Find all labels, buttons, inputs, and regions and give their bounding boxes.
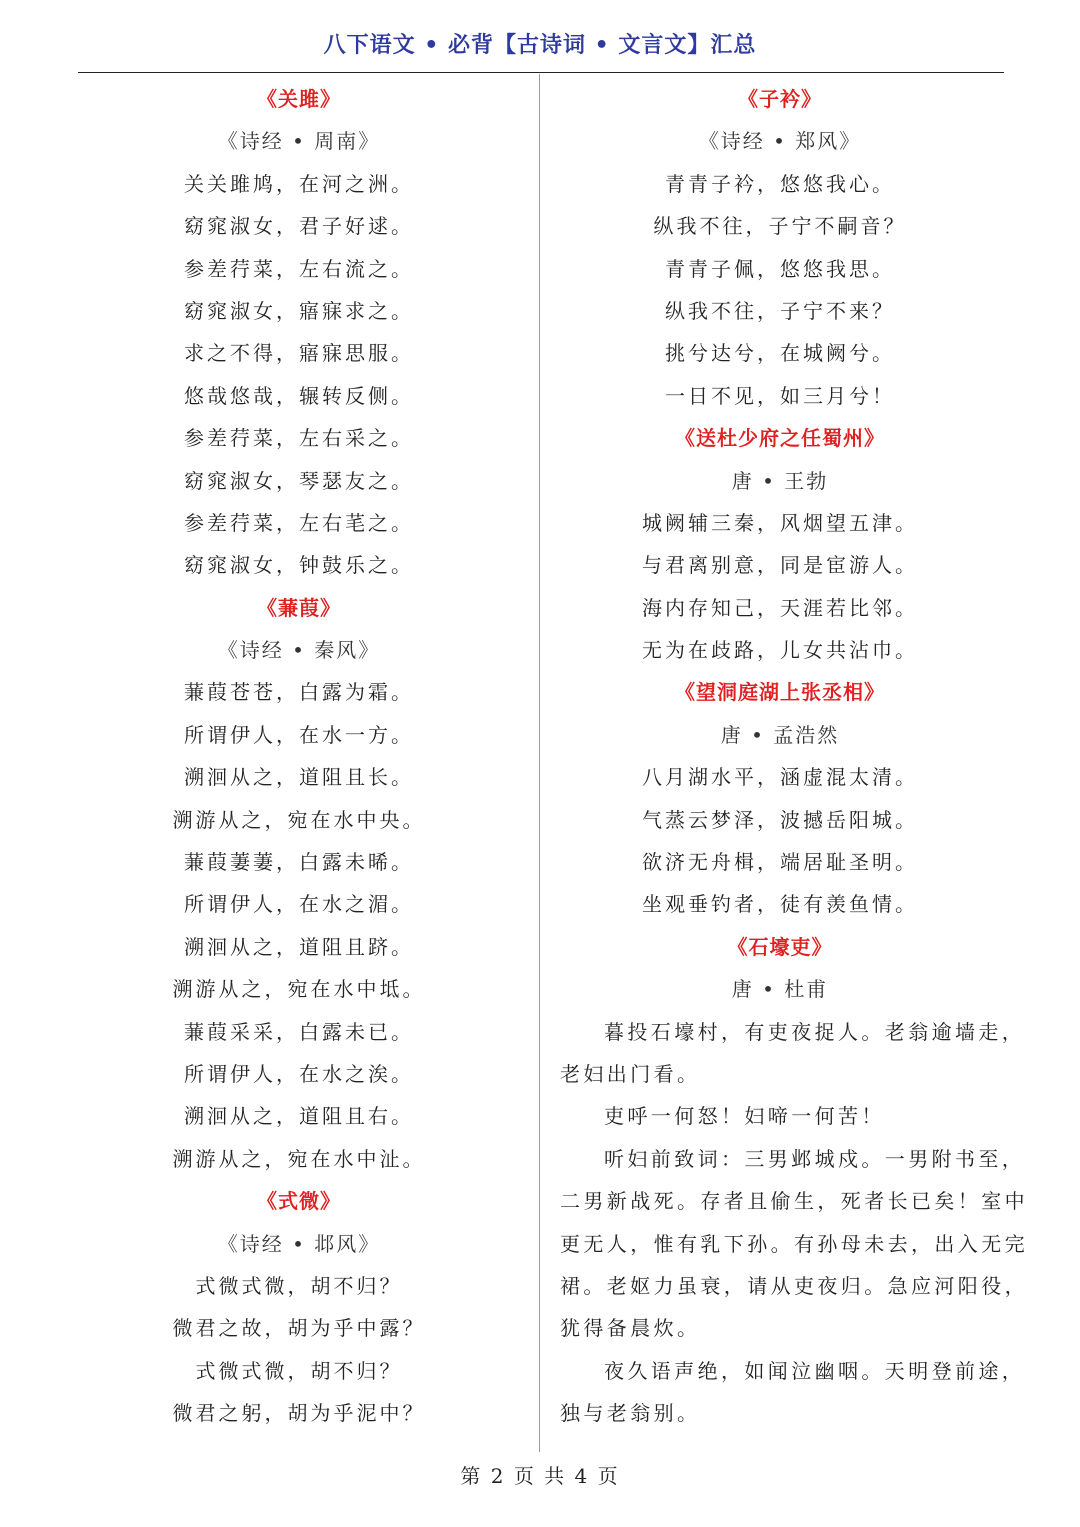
- verse-line: 溯洄从之，道阻且右。: [184, 1104, 414, 1129]
- verse-line: 所谓伊人，在水一方。: [184, 722, 414, 747]
- prose-line: 吏呼一何怒！妇啼一何苦！: [604, 1104, 885, 1129]
- verse-line: 纵我不往，子宁不嗣音？: [653, 214, 907, 239]
- poem-title: 《式微》: [257, 1189, 341, 1214]
- verse-line: 窈窕淑女，君子好逑。: [184, 214, 414, 239]
- verse-line: 求之不得，寤寐思服。: [184, 341, 414, 366]
- poem-author: 唐 • 王勃: [731, 468, 829, 493]
- poem-author: 《诗经 • 秦风》: [217, 638, 381, 663]
- verse-line: 窈窕淑女，钟鼓乐之。: [184, 553, 414, 578]
- verse-line: 纵我不往，子宁不来？: [665, 298, 895, 323]
- verse-line: 一日不见，如三月兮！: [665, 383, 895, 408]
- prose-line: 更无人，惟有乳下孙。有孙母未去，出入无完: [560, 1231, 1028, 1256]
- verse-line: 溯游从之，宛在水中沚。: [172, 1146, 426, 1171]
- verse-line: 蒹葭采采，白露未已。: [184, 1019, 414, 1044]
- poem-author: 《诗经 • 周南》: [217, 129, 381, 154]
- verse-line: 无为在歧路，儿女共沾巾。: [642, 638, 918, 663]
- verse-line: 蒹葭萋萋，白露未晞。: [184, 850, 414, 875]
- verse-line: 微君之躬，胡为乎泥中？: [172, 1401, 426, 1426]
- prose-line: 夜久语声绝，如闻泣幽咽。天明登前途，: [604, 1358, 1026, 1383]
- prose-line: 犹得备晨炊。: [560, 1316, 701, 1341]
- poem-title: 《石壕吏》: [727, 934, 833, 959]
- prose-line: 暮投石壕村，有吏夜捉人。老翁逾墙走，: [604, 1019, 1026, 1044]
- left-column: [80, 78, 518, 1435]
- verse-line: 参差荇菜，左右采之。: [184, 426, 414, 451]
- verse-line: 参差荇菜，左右流之。: [184, 256, 414, 281]
- verse-line: 悠哉悠哉，辗转反侧。: [184, 383, 414, 408]
- prose-line: 独与老翁别。: [560, 1401, 701, 1426]
- verse-line: 八月湖水平，涵虚混太清。: [642, 765, 918, 790]
- poem-title: 《关雎》: [257, 87, 341, 111]
- right-column: [560, 78, 1028, 1435]
- verse-line: 参差荇菜，左右芼之。: [184, 510, 414, 535]
- verse-line: 溯洄从之，道阻且跻。: [184, 934, 414, 959]
- verse-line: 溯洄从之，道阻且长。: [184, 765, 414, 790]
- verse-line: 气蒸云梦泽，波撼岳阳城。: [642, 807, 918, 832]
- verse-line: 青青子衿，悠悠我心。: [665, 171, 895, 196]
- verse-line: 海内存知己，天涯若比邻。: [642, 595, 918, 620]
- verse-line: 关关雎鸠，在河之洲。: [184, 171, 414, 196]
- verse-line: 欲济无舟楫，端居耻圣明。: [642, 850, 918, 875]
- header-rule: [78, 72, 1004, 73]
- prose-line: 裙。老妪力虽衰，请从吏夜归。急应河阳役，: [560, 1273, 1028, 1298]
- poem-author: 《诗经 • 邶风》: [217, 1231, 381, 1256]
- poem-author: 《诗经 • 郑风》: [698, 129, 862, 154]
- verse-line: 窈窕淑女，寤寐求之。: [184, 298, 414, 323]
- verse-line: 所谓伊人，在水之湄。: [184, 892, 414, 917]
- verse-line: 蒹葭苍苍，白露为霜。: [184, 680, 414, 705]
- verse-line: 坐观垂钓者，徒有羡鱼情。: [642, 892, 918, 917]
- verse-line: 式微式微，胡不归？: [195, 1358, 403, 1383]
- prose-line: 二男新战死。存者且偷生，死者长已矣！室中: [560, 1189, 1028, 1214]
- poem-title: 《送杜少府之任蜀州》: [675, 426, 885, 451]
- verse-line: 与君离别意，同是宦游人。: [642, 553, 918, 578]
- verse-line: 微君之故，胡为乎中露？: [172, 1316, 426, 1341]
- page-header-title: 八下语文 • 必背【古诗词 • 文言文】汇总: [323, 33, 757, 58]
- verse-line: 青青子佩，悠悠我思。: [665, 256, 895, 281]
- poem-author: 唐 • 杜甫: [731, 977, 829, 1002]
- verse-line: 溯游从之，宛在水中坻。: [172, 977, 426, 1002]
- verse-line: 溯游从之，宛在水中央。: [172, 807, 426, 832]
- poem-title: 《望洞庭湖上张丞相》: [675, 680, 885, 705]
- column-divider: [539, 74, 540, 1452]
- verse-line: 所谓伊人，在水之涘。: [184, 1061, 414, 1086]
- verse-line: 挑兮达兮，在城阙兮。: [665, 341, 895, 366]
- verse-line: 窈窕淑女，琴瑟友之。: [184, 468, 414, 493]
- verse-line: 式微式微，胡不归？: [195, 1273, 403, 1298]
- poem-title: 《子衿》: [738, 87, 822, 111]
- prose-line: 老妇出门看。: [560, 1061, 701, 1086]
- verse-line: 城阙辅三秦，风烟望五津。: [642, 510, 918, 535]
- poem-author: 唐 • 孟浩然: [720, 722, 840, 747]
- poem-title: 《蒹葭》: [257, 595, 341, 620]
- page-footer: 第 2 页 共 4 页: [460, 1464, 620, 1488]
- prose-line: 听妇前致词：三男邺城戍。一男附书至，: [604, 1146, 1026, 1171]
